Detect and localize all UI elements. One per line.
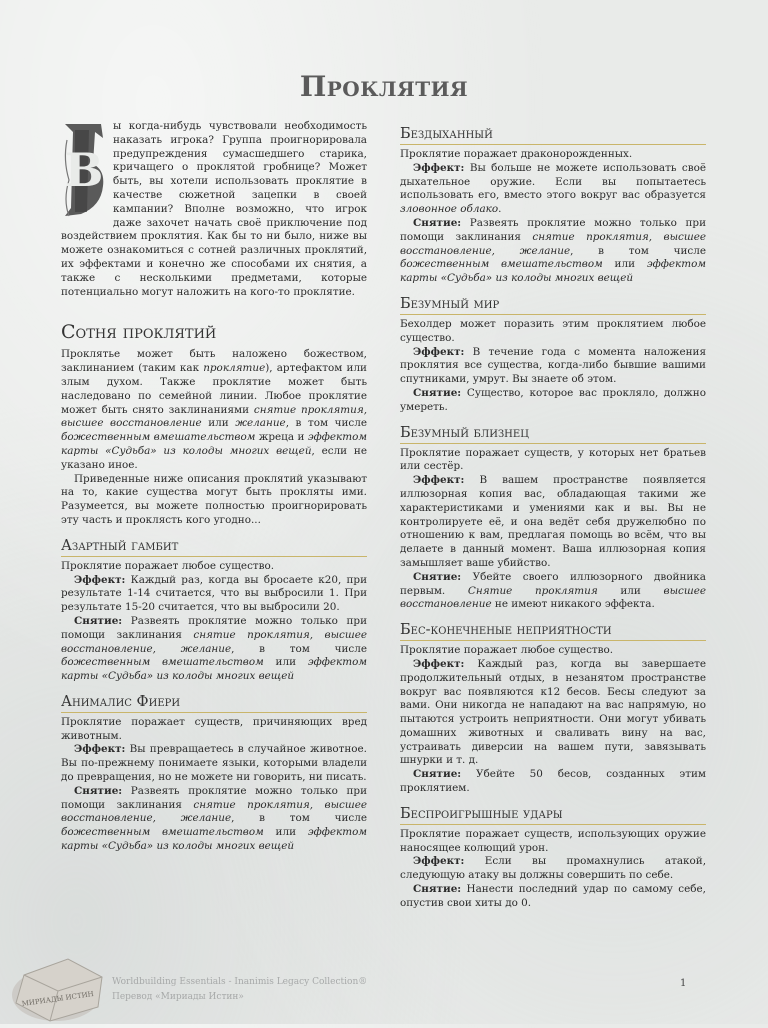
publisher-logo: [6, 945, 116, 1024]
curse-removal: Снятие: Существо, которое вас прокляло, должно умереть.: [400, 386, 706, 413]
curse-effect: Эффект: Каждый раз, когда вы бросаете к20, при результате 1-14 считается, что вы выбросили 1. При результате 15-20 считается, что вы выбросили 20.: [61, 573, 367, 614]
curse-removal: Снятие: Развеять проклятие можно только при помощи заклинания снятие проклятия, высшее восстановление, желание, в том числе божественным вмешательством или эффектом карты «Судьба» из колоды многих вещей: [61, 614, 367, 683]
logo-text: МИРИАДЫ ИСТИН: [21, 990, 95, 1009]
curse-who: Бехолдер может поразить этим проклятием любое существо.: [400, 317, 706, 344]
curse-title-animalis: Анималис Фиери: [61, 693, 367, 713]
drop-cap: [61, 120, 107, 220]
curse-who: Проклятие поражает существ, использующих оружие наносящее колющий урон.: [400, 827, 706, 854]
curse-title-mad-twin: Безумный близнец: [400, 424, 706, 444]
curse-title-gambit: Азартный гамбит: [61, 537, 367, 557]
left-column: [61, 120, 367, 854]
curse-removal: Снятие: Нанести последний удар по самому себе, опустив свои хиты до 0.: [400, 883, 706, 909]
curse-title-breathless: Бездыханный: [400, 125, 706, 145]
section-heading-hundred: Сотня проклятий: [61, 321, 217, 344]
curse-effect: Эффект: В течение года с момента наложения проклятия все существа, когда-либо бывшие вашими спутниками, умрут. Вы знаете об этом.: [400, 345, 706, 386]
footer-line-2: Перевод «Мириады Истин»: [112, 992, 244, 1002]
intro-text: ы когда-нибудь чувствовали необходимость наказать игрока? Группа проигнорировала предупреждения сумасшедшего старика, кричащего о проклятой гробнице? Может быть, вы хотели использовать проклятие в качестве сюжетной зацепки в своей кампании? Вполне возможно, что игрок даже захочет начать своё приключение под воздействием проклятия. Как бы то ни было, ниже вы можете ознакомиться с сотней различных проклятий, их эффектами и конечно же способами их снятия, а также с несколькими предметами, которые потенциально могут наложить на кого-то проклятие.: [61, 120, 367, 298]
curse-title-mad-world: Безумный мир: [400, 295, 706, 315]
curse-removal: Снятие: Развеять проклятие можно только при помощи заклинания снятие проклятия, высшее восстановление, желание, в том числе божественным вмешательством или эффектом карты «Судьба» из колоды многих вещей: [61, 784, 367, 853]
curse-effect: Эффект: Если вы промахнулись атакой, следующую атаку вы должны совершить по себе.: [400, 855, 706, 882]
curse-removal: Снятие: Убейте 50 бесов, созданных этим проклятием.: [400, 768, 706, 795]
curse-title-imps: Бес-конечненые неприятности: [400, 621, 706, 641]
curse-title-strikes: Беспроигрышные удары: [400, 805, 706, 825]
curse-effect: Эффект: В вашем пространстве появляется иллюзорная копия вас, обладающая такими же характеристиками и умениями как и вы. Вы не контролируете её, и она ведёт себя дружелюбно по отношению к вам, предлагая помощь во всём, что вы делаете в данный момент. Ваша иллюзорная копия замышляет ваше убийство.: [400, 474, 706, 569]
curse-effect: Эффект: Вы превращаетесь в случайное животное. Вы по-прежнему понимаете языки, которыми владели до превращения, но не можете ни говорить, ни писать.: [61, 743, 367, 784]
curse-who: Проклятие поражает любое существо.: [400, 644, 614, 657]
right-column: [400, 120, 706, 911]
curse-who: Проклятие поражает существ, причиняющих вред животным.: [61, 715, 367, 742]
footer-line-1: Worldbuilding Essentials - Inanimis Legacy Collection®: [112, 977, 368, 987]
footer: [112, 975, 367, 1005]
page-title: Проклятия: [299, 70, 469, 103]
curse-who: Проклятие поражает существ, у которых нет братьев или сестёр.: [400, 446, 706, 473]
curse-effect: Эффект: Каждый раз, когда вы завершаете продолжительный отдых, в незанятом пространстве вокруг вас появляются к12 бесов. Бесы следуют за вами. Они никогда не нападают на вас напрямую, но пытаются устроить неприятности. Они могут убивать домашних животных и сваливать вину на вас, устраивать диверсии на вашем пути, завязывать шнурки и т. д.: [400, 657, 706, 767]
page-number: 1: [680, 978, 687, 989]
hundred-paragraph-1: Проклятье может быть наложено божеством, заклинанием (таким как проклятие), артефактом или злым духом. Также проклятие может быть наследовано по семейной линии. Любое проклятие может быть снято заклинаниями снятие проклятия, высшее восстановление или желание, в том числе божественным вмешательством жреца и эффектом карты «Судьба» из колоды многих вещей, если не указано иное.: [61, 348, 367, 471]
hundred-paragraph-2: Приведенные ниже описания проклятий указывают на то, какие существа могут быть прокляты ими. Разумеется, вы можете полностью проигнорировать эту часть и проклясть кого угодно...: [61, 472, 367, 526]
curse-removal: Снятие: Убейте своего иллюзорного двойника первым. Снятие проклятия или высшее восстановление не имеют никакого эффекта.: [400, 570, 706, 611]
curse-who: Проклятие поражает любое существо.: [61, 559, 275, 572]
intro-section: [61, 120, 367, 299]
curse-removal: Снятие: Развеять проклятие можно только при помощи заклинания снятие проклятия, высшее восстановление, желание, в том числе божественным вмешательством или эффектом карты «Судьба» из колоды многих вещей: [400, 216, 706, 285]
curse-effect: Эффект: Вы больше не можете использовать своё дыхательное оружие. Если вы попытаетесь использовать его, вместо этого вокруг вас образуется зловонное облако.: [400, 161, 706, 216]
drop-cap-letter: В: [64, 143, 104, 197]
curse-who: Проклятие поражает драконорожденных.: [400, 148, 633, 160]
